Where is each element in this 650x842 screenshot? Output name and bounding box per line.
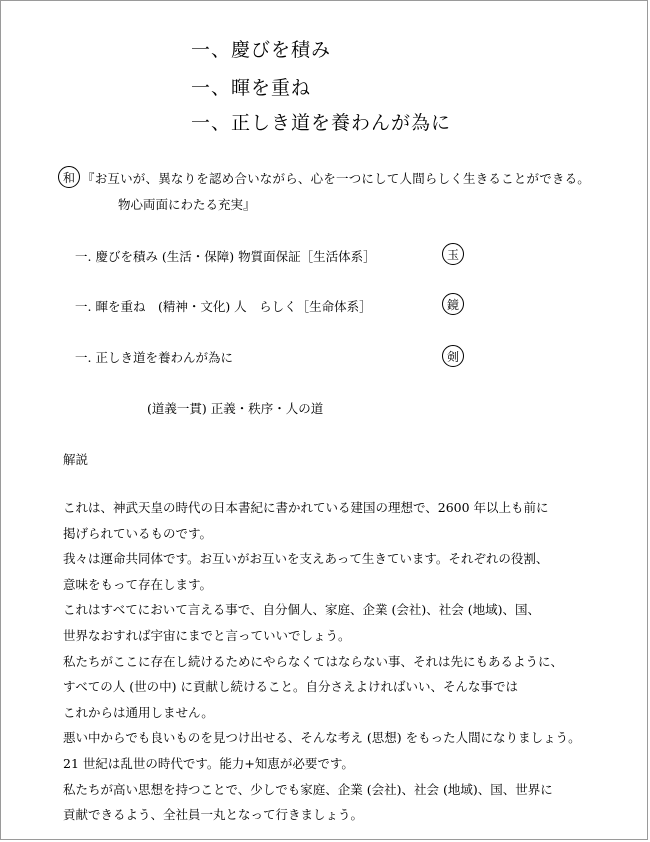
body-line: これは、神武天皇の時代の日本書紀に書かれている建国の理想で、2600 年以上も前に: [63, 500, 549, 515]
motto-line-1: 一、慶びを積み: [191, 39, 332, 61]
pillar-item-1: 一. 慶びを積み (生活・保障) 物質面保証［生活体系］: [75, 249, 376, 264]
body-line: これからは通用しません。: [63, 704, 214, 720]
jewel-badge: 玉: [442, 243, 464, 265]
pillar-item-3: 一. 正しき道を養わんが為に: [75, 350, 233, 365]
body-line: 私たちがここに存在し続けるためにやらなくてはならない事、それは先にもあるように、: [63, 653, 564, 669]
ideal-line-2: 物心両面にわたる充実』: [118, 197, 256, 212]
wa-badge: 和: [58, 166, 80, 188]
body-line: 貢献できるよう、全社員一丸となって行きましょう。: [63, 807, 364, 823]
sword-badge: 剣: [442, 345, 464, 367]
body-line: これはすべてにおいて言える事で、自分個人、家庭、企業 (会社)、社会 (地域)、国、: [63, 602, 540, 618]
pillar-item-2: 一. 暉を重ね (精神・文化) 人 らしく［生命体系］: [75, 299, 372, 314]
explanation-body: [63, 498, 581, 831]
motto-line-3: 一、正しき道を養わんが為に: [191, 112, 452, 134]
body-line: 21 世紀は乱世の時代です。能力+知恵が必要です。: [63, 755, 354, 771]
ideal-line-1: 『お互いが、異なりを認め合いながら、心を一つにして人間らしく生きることができる。: [82, 171, 591, 186]
body-line: 私たちが高い思想を持つことで、少しでも家庭、企業 (会社)、社会 (地域)、国、世界に: [63, 781, 553, 797]
body-line: 我々は運命共同体です。お互いがお互いを支えあって生きています。それぞれの役割、: [63, 551, 549, 567]
body-line: すべての人 (世の中) に貢献し続けること。自分さえよければいい、そんな事では: [63, 679, 518, 695]
mirror-badge: 鏡: [442, 293, 464, 315]
body-line: 悪い中からでも良いものを見つけ出せる、そんな考え (思想) をもった人間になりましょう。: [63, 730, 581, 746]
moral-way-line: (道義一貫) 正義・秩序・人の道: [147, 401, 324, 416]
body-line: 掲げられているものです。: [63, 525, 213, 541]
body-line: 意味をもって存在します。: [63, 576, 213, 592]
motto-line-2: 一、暉を重ね: [191, 77, 312, 99]
body-line: 世界なおすれば宇宙にまでと言っていいでしょう。: [63, 627, 351, 643]
explanation-heading: 解説: [63, 452, 89, 467]
